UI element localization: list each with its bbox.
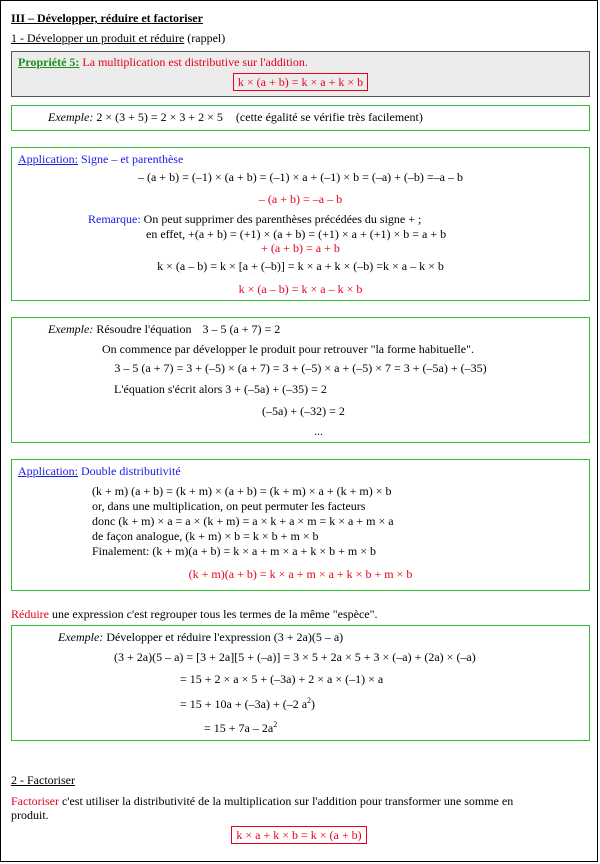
example-2-equation: 3 – 5 (a + 7) = 2 (202, 322, 281, 336)
example-3-line-4-main: = 15 + 7a – 2a (204, 721, 274, 735)
example-2-line-3: L'équation s'écrit alors 3 + (–5a) + (–35) = 2 (114, 382, 327, 396)
example-3-intro-line (58, 630, 343, 645)
example-1-comment: (cette égalité se vérifie très facilement) (235, 110, 423, 124)
property-5-formula: k × (a + b) = k × a + k × b (233, 73, 368, 91)
property-5-line (18, 55, 308, 70)
application-2-line-3: donc (k + m) × a = a × (k + m) = a × k + a × m = k × a + m × a (92, 514, 394, 528)
example-3-line-3-main: = 15 + 10a + (–3a) + (–2 a (180, 697, 308, 711)
reduire-text: une expression c'est regrouper tous les termes de la même "espèce". (52, 607, 378, 621)
property-5-text: La multiplication est distributive sur l'addition. (82, 55, 308, 69)
reduire-definition (11, 607, 378, 622)
example-3-line-4 (204, 717, 277, 736)
application-1-line-5: + (a + b) = a + b (261, 241, 340, 255)
factoriser-word: Factoriser (11, 794, 59, 808)
example-2-line-2: 3 – 5 (a + 7) = 3 + (–5) × (a + 7) = 3 + (–5) × a + (–5) × 7 = 3 + (–5a) + (–35) (114, 361, 487, 375)
application-1-line-2: – (a + b) = –a – b (258, 192, 343, 206)
property-5-box (11, 51, 590, 97)
application-1-label: Application: (18, 152, 78, 166)
example-3-line-2: = 15 + 2 × a × 5 + (–3a) + 2 × a × (–1) × a (180, 672, 384, 686)
factoriser-formula-row (1, 828, 597, 843)
example-3-label: Exemple: (58, 630, 104, 644)
example-3-line-1: (3 + 2a)(5 – a) = [3 + 2a][5 + (–a)] = 3 × 5 + 2a × 5 + 3 × (–a) + (2a) × (–a) (114, 650, 476, 664)
example-2-label: Exemple: (48, 322, 94, 336)
application-2-line-5: Finalement: (k + m)(a + b) = k × a + m × a + k × b + m × b (92, 544, 376, 558)
remark-label: Remarque: (88, 212, 141, 226)
example-3-intro: Développer et réduire l'expression (3 + 2a)(5 – a) (106, 630, 344, 644)
factoriser-formula: k × a + k × b = k × (a + b) (231, 826, 366, 844)
example-1-label: Exemple: (48, 110, 94, 124)
page-title: III – Développer, réduire et factoriser (11, 11, 203, 25)
application-2-heading (18, 464, 181, 479)
application-1-box (11, 147, 590, 301)
example-3-box (11, 625, 590, 741)
property-5-formula-row (12, 75, 589, 90)
example-3-line-4-exponent: 2 (273, 720, 278, 729)
example-2-line-5: ... (314, 424, 323, 438)
factoriser-text: c'est utiliser la distributivité de la multiplication sur l'addition pour transformer une somme en (61, 794, 514, 808)
example-1-formula: 2 × (3 + 5) = 2 × 3 + 2 × 5 (96, 110, 223, 124)
example-3-line-3-close: ) (311, 697, 316, 711)
application-2-line-4: de façon analogue, (k + m) × b = k × b + m × b (92, 529, 319, 543)
section-2-heading: 2 - Factoriser (11, 773, 75, 787)
application-1-line-6: k × (a – b) = k × [a + (–b)] = k × a + k × (–b) =k × a – k × b (157, 259, 444, 273)
application-2-line-6: (k + m)(a + b) = k × a + m × a + k × b + m × b (188, 567, 413, 581)
example-3-line-3 (180, 693, 315, 712)
application-1-heading (18, 152, 183, 167)
property-5-label: Propriété 5: (18, 55, 80, 69)
application-2-line-2: or, dans une multiplication, on peut permuter les facteurs (92, 499, 366, 513)
reduire-word: Réduire (11, 607, 49, 621)
section-1-heading-text: 1 - Développer un produit et réduire (11, 31, 185, 45)
section-1-note: (rappel) (187, 31, 226, 45)
application-2-box (11, 459, 590, 591)
example-2-intro: Résoudre l'équation (96, 322, 192, 336)
application-1-line-4: en effet, +(a + b) = (+1) × (a + b) = (+1) × a + (+1) × b = a + b (146, 227, 447, 241)
example-2-box (11, 317, 590, 443)
example-2-line-4: (–5a) + (–32) = 2 (262, 404, 345, 418)
application-1-line-7: k × (a – b) = k × a – k × b (238, 282, 363, 296)
application-2-title: Double distributivité (81, 464, 181, 478)
application-1-title: Signe – et parenthèse (81, 152, 184, 166)
example-1-box (11, 105, 590, 131)
example-1-line (48, 110, 423, 125)
example-2-line-1: On commence par développer le produit pour retrouver "la forme habituelle". (102, 342, 474, 356)
example-2-intro-line (48, 322, 280, 337)
example-3-line-3-exponent: 2 (307, 696, 312, 705)
section-1-heading (11, 31, 225, 46)
application-1-line-3: On peut supprimer des parenthèses précédées du signe + ; (143, 212, 422, 226)
application-1-remark (88, 212, 421, 227)
factoriser-text-end: produit. (11, 808, 49, 822)
application-2-label: Application: (18, 464, 78, 478)
application-2-line-1: (k + m) (a + b) = (k + m) × (a + b) = (k + m) × a + (k + m) × b (92, 484, 392, 498)
application-1-line-1: – (a + b) = (–1) × (a + b) = (–1) × a + (–1) × b = (–a) + (–b) =–a – b (137, 170, 464, 184)
factoriser-definition (11, 794, 513, 809)
